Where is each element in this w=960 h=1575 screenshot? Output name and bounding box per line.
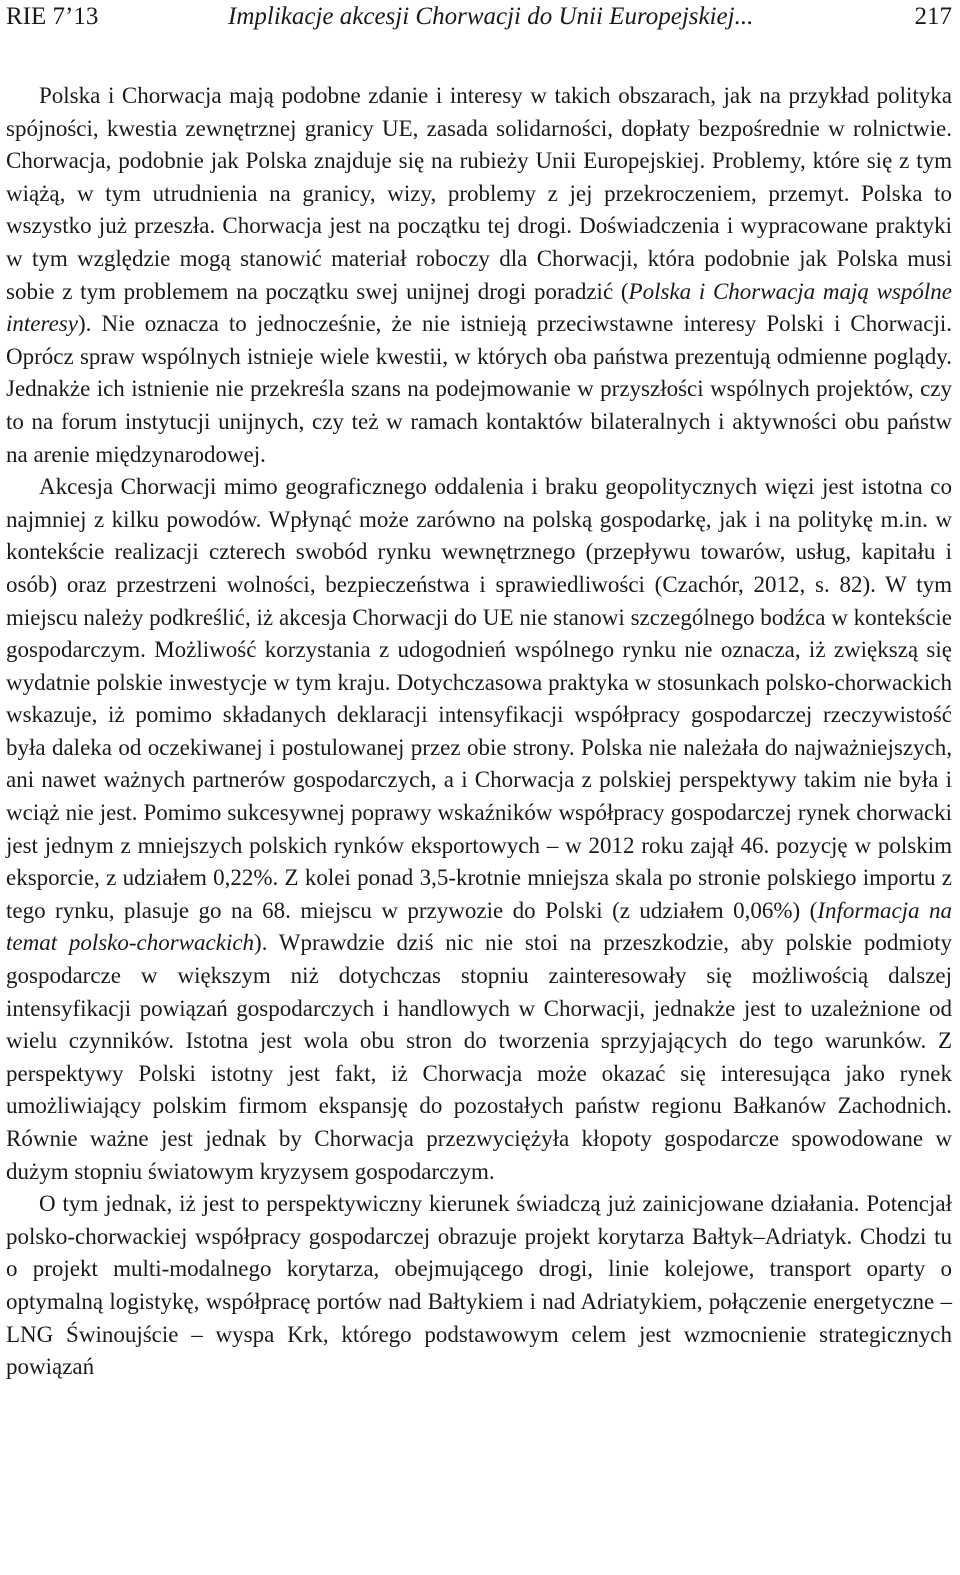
paragraph-text: Polska i Chorwacja mają podobne zdanie i interesy w takich obszarach, jak na przykład polityka spójności, kwestia zewnętrznej granicy UE, zasada solidarności, dopłaty bezpośrednie w rolnictwie. Chorwacja, podobnie jak Polska znajduje się na rubieży Unii Europejskiej. Problemy, które się z tym wiążą, w tym utrudnienia na granicy, wizy, problemy z jej przekroczeniem, przemyt. Polska to wszystko już przeszła. Chorwacja jest na początku tej drogi. Doświadczenia i wypracowane praktyki w tym względzie mogą stanowić materiał roboczy dla Chorwacji, która podobnie jak Polska musi sobie z tym problemem na początku swej unijnej drogi poradzić ( — [6, 83, 952, 304]
journal-issue-label: RIE 7’13 — [6, 3, 99, 30]
italic-reference: Informacja na temat polsko-chorwackich — [6, 897, 952, 956]
paragraph-text: O tym jednak, iż jest to perspektywiczny kierunek świadczą już zainicjowane działania. Potencjał polsko-chorwackiej współpracy gospodarczej obrazuje projekt korytarza Bałtyk–Adriatyk. Chodzi tu o projekt multi-modalnego korytarza, obejmującego drogi, linie kolejowe, transport oparty o optymalną logistykę, współpracę portów nad Bałtykiem i nad Adriatykiem, połączenie energetyczne – LNG Świnoujście – wyspa Krk, którego podstawowym celem jest wzmocnienie strategicznych powiązań — [6, 1191, 952, 1380]
page-number: 217 — [914, 3, 952, 30]
running-head — [6, 0, 952, 42]
paragraph-text: ). Nie oznacza to jednocześnie, że nie istnieją przeciwstawne interesy Polski i Chorwacji. Oprócz spraw wspólnych istnieje wiele kwestii, w których oba państwa prezentują odmienne poglądy. Jednakże ich istnienie nie przekreśla szans na podejmowanie w przyszłości wspólnych projektów, czy to na forum instytucji unijnych, czy też w ramach kontaktów bilateralnych i aktywności obu państw na arenie międzynarodowej. — [6, 311, 952, 467]
italic-reference: Polska i Chorwacja mają wspólne interesy — [6, 278, 952, 337]
body-text — [6, 80, 952, 1384]
paragraph-3 — [6, 1188, 952, 1384]
paragraph-text: ). Wprawdzie dziś nic nie stoi na przeszkodzie, aby polskie podmioty gospodarcze w większym niż dotychczas stopniu zainteresowały się możliwością dalszej intensyfikacji powiązań gospodarczych i handlowych w Chorwacji, jednakże jest to uzależnione od wielu czynników. Istotna jest wola obu stron do tworzenia sprzyjających do tego warunków. Z perspektywy Polski istotny jest fakt, iż Chorwacja może okazać się interesująca jako rynek umożliwiający polskim firmom ekspansję do pozostałych państw regionu Bałkanów Zachodnich. Równie ważne jest jednak by Chorwacja przezwyciężyła kłopoty gospodarcze spowodowane w dużym stopniu światowym kryzysem gospodarczym. — [6, 930, 952, 1184]
paragraph-1 — [6, 80, 952, 471]
document-page — [6, 0, 952, 1384]
running-title: Implikacje akcesji Chorwacji do Unii Europejskiej... — [228, 3, 754, 30]
paragraph-text: Akcesja Chorwacji mimo geograficznego oddalenia i braku geopolitycznych więzi jest istotna co najmniej z kilku powodów. Wpłynąć może zarówno na polską gospodarkę, jak i na politykę m.in. w kontekście realizacji czterech swobód rynku wewnętrznego (przepływu towarów, usług, kapitału i osób) oraz przestrzeni wolności, bezpieczeństwa i sprawiedliwości (Czachór, 2012, s. 82). W tym miejscu należy podkreślić, iż akcesja Chorwacji do UE nie stanowi szczególnego bodźca w kontekście gospodarczym. Możliwość korzystania z udogodnień wspólnego rynku nie oznacza, iż zwiększą się wydatnie polskie inwestycje w tym kraju. Dotychczasowa praktyka w stosunkach polsko-chorwackich wskazuje, iż pomimo składanych deklaracji intensyfikacji współpracy gospodarczej rzeczywistość była daleka od oczekiwanej i postulowanej przez obie strony. Polska nie należała do najważniejszych, ani nawet ważnych partnerów gospodarczych, a i Chorwacja z polskiej perspektywy takim nie była i wciąż nie jest. Pomimo sukcesywnej poprawy wskaźników współpracy gospodarczej rynek chorwacki jest jednym z mniejszych polskich rynków eksportowych – w 2012 roku zajął 46. pozycję w polskim eksporcie, z udziałem 0,22%. Z kolei ponad 3,5-krotnie mniejsza skala po stronie polskiego importu z tego rynku, plasuje go na 68. miejscu w przywozie do Polski (z udziałem 0,06%) ( — [6, 474, 952, 923]
paragraph-2 — [6, 471, 952, 1188]
